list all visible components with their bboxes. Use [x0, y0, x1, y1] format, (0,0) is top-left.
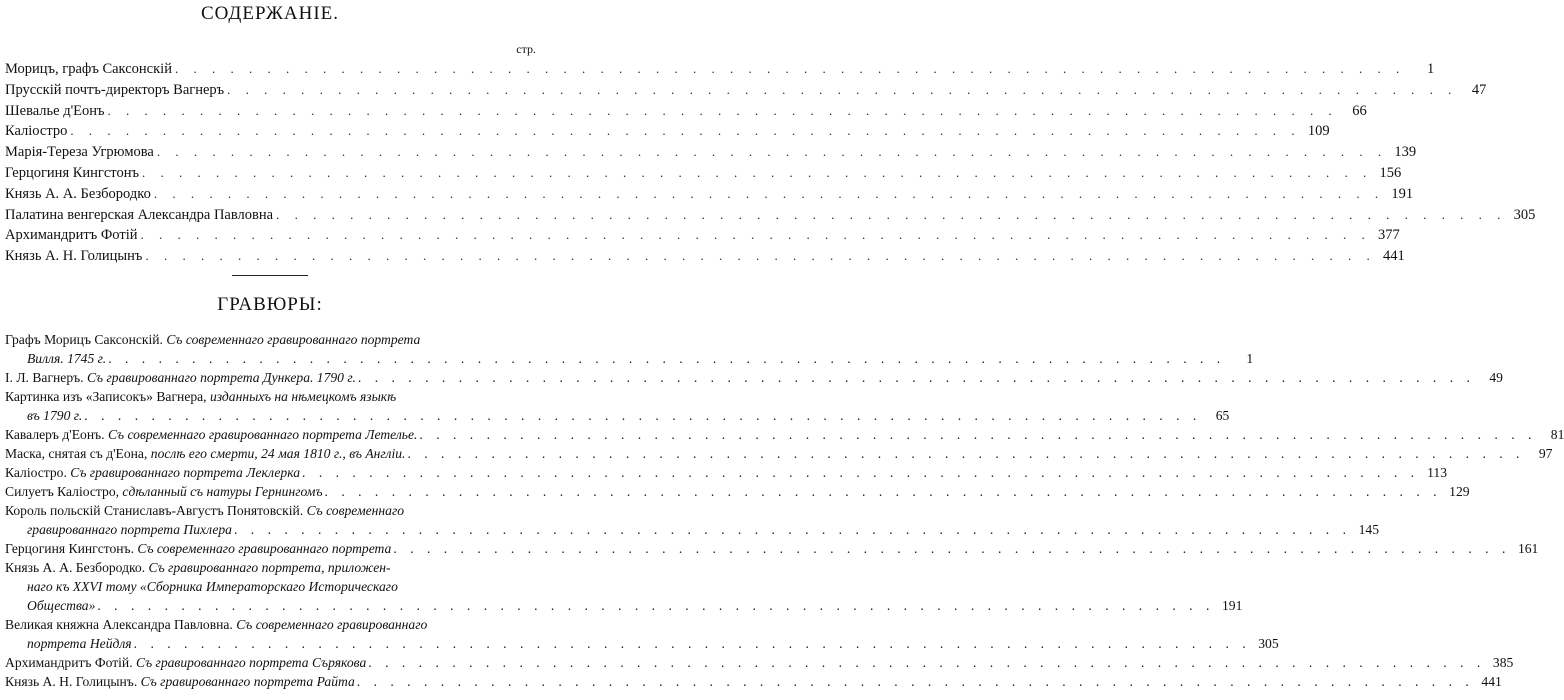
engraving-description: Съ современнаго гравированнаго портрета — [137, 541, 392, 556]
contents-item-page: 441 — [1382, 248, 1405, 265]
contents-item-title: Марія-Тереза Угрюмова — [5, 144, 154, 161]
engraving-page: 161 — [1517, 541, 1539, 556]
contents-item — [5, 164, 1402, 186]
contents-item — [5, 123, 1330, 144]
dot-leader: . . . . . . . . . . . . . . . . . . . . . . . . . . . . . . . . . . . . . . . . . . . . . . . . . . . . . . . . . . . . . . . . . . . — [276, 206, 1507, 222]
engraving-page: 49 — [1489, 370, 1503, 385]
dot-leader: . . . . . . . . . . . . . . . . . . . . . . . . . . . . . . . . . . . . . . . . . . . . . . . . . . . . . . . . . . . . . . . . . . . — [227, 81, 1458, 97]
engraving-entry — [5, 387, 1230, 425]
page-column-label: стр. — [516, 42, 536, 56]
contents-item — [5, 206, 1536, 228]
engraving-name: Калiостро. — [5, 465, 67, 480]
dot-leader: . . . . . . . . . . . . . . . . . . . . . . . . . . . . . . . . . . . . . . . . . . . . . . . . . . . . . . . . . . . . . . . . . . . — [407, 446, 1525, 461]
dot-leader: . . . . . . . . . . . . . . . . . . . . . . . . . . . . . . . . . . . . . . . . . . . . . . . . . . . . . . . . . . . . . . . . . . . — [324, 484, 1442, 499]
engraving-description: Съ современнаго гравированнаго портрета Летелье. — [107, 427, 418, 442]
engraving-description: Съ гравированнаго портрета Сърякова — [136, 655, 367, 670]
contents-item-title: Герцогиня Кингстонъ — [5, 164, 139, 181]
engraving-page: 145 — [1358, 522, 1379, 537]
engraving-entry — [5, 368, 1503, 387]
engraving-description: сдѣланный съ натуры Гернингомъ — [122, 484, 323, 499]
engraving-description: послѣ его смерти, 24 мая 1810 г., въ Англіи. — [150, 446, 406, 461]
engravings-list — [5, 330, 1564, 691]
engraving-page: 97 — [1538, 446, 1553, 461]
engraving-description-continued: Вилля. 1745 г. — [27, 351, 107, 366]
dot-leader: . . . . . . . . . . . . . . . . . . . . . . . . . . . . . . . . . . . . . . . . . . . . . . . . . . . . . . . . . . . . . . . . . . . — [140, 227, 1371, 243]
engraving-description: Съ гравированнаго портрета Дункера. 1790 г. — [86, 370, 356, 385]
contents-list — [5, 61, 1536, 269]
dot-leader: . . . . . . . . . . . . . . . . . . . . . . . . . . . . . . . . . . . . . . . . . . . . . . . . . . . . . . . . . . . . . . . . . . . — [357, 370, 1475, 385]
contents-item-title: Прусскій почтъ-директоръ Вагнеръ — [5, 81, 225, 98]
contents-item-title: Шевалье д'Еонъ — [5, 102, 105, 119]
dot-leader: . . . . . . . . . . . . . . . . . . . . . . . . . . . . . . . . . . . . . . . . . . . . . . . . . . . . . . . . . . . . . . . . . . . — [141, 164, 1373, 180]
dot-leader: . . . . . . . . . . . . . . . . . . . . . . . . . . . . . . . . . . . . . . . . . . . . . . . . . . . . . . . . . . . . . . . . . . . — [302, 465, 1420, 480]
engraving-description-continued: въ 1790 г. — [27, 408, 83, 423]
contents-item-title: Калiостро — [5, 123, 68, 140]
engraving-entry — [5, 444, 1553, 463]
dot-leader: . . . . . . . . . . . . . . . . . . . . . . . . . . . . . . . . . . . . . . . . . . . . . . . . . . . . . . . . . . . . . . . . . . . — [145, 248, 1376, 264]
contents-item — [5, 102, 1367, 124]
engraving-name: Графъ Морицъ Саксонскій. — [5, 332, 163, 347]
contents-item-title: Палатина венгерская Александра Павловна — [5, 206, 274, 223]
engraving-name: Князь А. А. Безбородко. — [5, 560, 146, 575]
engraving-page: 129 — [1449, 484, 1470, 499]
engraving-description: Съ гравированнаго портрета Райта — [140, 674, 355, 689]
engraving-description-continued: гравированнаго портрета Пихлера — [27, 522, 232, 537]
engraving-entry — [5, 539, 1539, 558]
contents-item-page: 156 — [1379, 164, 1402, 181]
contents-title: СОДЕРЖАНIЕ. — [200, 3, 340, 24]
dot-leader: . . . . . . . . . . . . . . . . . . . . . . . . . . . . . . . . . . . . . . . . . . . . . . . . . . . . . . . . . . . . . . . . . . . — [156, 144, 1388, 160]
contents-item-title: Архимандритъ Фотій — [5, 227, 138, 244]
dot-leader: . . . . . . . . . . . . . . . . . . . . . . . . . . . . . . . . . . . . . . . . . . . . . . . . . . . . . . . . . . . . . . . . . . . — [368, 655, 1486, 670]
contents-item-page: 191 — [1391, 185, 1414, 202]
dot-leader: . . . . . . . . . . . . . . . . . . . . . . . . . . . . . . . . . . . . . . . . . . . . . . . . . . . . . . . . . . . . . . . . . . . — [133, 636, 1251, 651]
engravings-title: ГРАВЮРЫ: — [217, 294, 323, 315]
engraving-name: Архимандритъ Фотій. — [5, 655, 133, 670]
section-divider — [232, 275, 308, 276]
engraving-description: Съ современнаго гравированнаго — [236, 617, 428, 632]
engraving-page: 441 — [1481, 674, 1502, 689]
contents-item-title: Князь А. Н. Голицынъ — [5, 248, 143, 265]
engraving-page: 65 — [1215, 408, 1230, 423]
contents-item — [5, 81, 1487, 103]
engraving-page: 191 — [1221, 598, 1243, 613]
dot-leader: . . . . . . . . . . . . . . . . . . . . . . . . . . . . . . . . . . . . . . . . . . . . . . . . . . . . . . . . . . . . . . . . . . . — [233, 522, 1351, 537]
engraving-page: 113 — [1427, 465, 1448, 480]
contents-item-page: 109 — [1307, 123, 1330, 140]
contents-item — [5, 144, 1417, 165]
engraving-description: Съ гравированнаго портрета Леклерка — [70, 465, 301, 480]
contents-item — [5, 248, 1405, 269]
engraving-entry — [5, 653, 1514, 672]
dot-leader: . . . . . . . . . . . . . . . . . . . . . . . . . . . . . . . . . . . . . . . . . . . . . . . . . . . . . . . . . . . . . . . . . . . — [153, 185, 1385, 201]
engraving-description: изданныхъ на нѣмецкомъ языкѣ — [210, 389, 397, 404]
engraving-name: Кавалеръ д'Еонъ. — [5, 427, 105, 442]
dot-leader: . . . . . . . . . . . . . . . . . . . . . . . . . . . . . . . . . . . . . . . . . . . . . . . . . . . . . . . . . . . . . . . . . . . — [174, 61, 1406, 76]
engraving-name: Силуетъ Калiостро, — [5, 484, 120, 499]
engraving-entry — [5, 501, 1379, 539]
contents-item-page: 47 — [1471, 81, 1487, 98]
engraving-page: 385 — [1492, 655, 1514, 670]
dot-leader: . . . . . . . . . . . . . . . . . . . . . . . . . . . . . . . . . . . . . . . . . . . . . . . . . . . . . . . . . . . . . . . . . . . — [84, 408, 1202, 423]
engraving-entry — [5, 672, 1502, 691]
engraving-entry — [5, 425, 1564, 444]
contents-item — [5, 227, 1400, 248]
contents-item — [5, 185, 1414, 207]
dot-leader: . . . . . . . . . . . . . . . . . . . . . . . . . . . . . . . . . . . . . . . . . . . . . . . . . . . . . . . . . . . . . . . . . . . — [108, 351, 1226, 366]
engraving-entry — [5, 463, 1448, 482]
contents-item-title: Князь А. А. Безбородко — [5, 185, 151, 202]
contents-item-page: 1 — [1426, 61, 1435, 77]
engraving-page: 81 — [1550, 427, 1564, 442]
engraving-entry — [5, 615, 1279, 653]
engraving-name: Маска, снятая съ д'Еона, — [5, 446, 148, 461]
engraving-description: Съ современнаго гравированнаго портрета — [166, 332, 421, 347]
engraving-description: Съ современнаго — [306, 503, 405, 518]
engraving-description-continued: Общества» — [27, 598, 96, 613]
engraving-page: 305 — [1258, 636, 1279, 651]
engraving-name: Великая княжна Александра Павловна. — [5, 617, 233, 632]
engraving-description-continued: портрета Нейдля — [27, 636, 132, 651]
dot-leader: . . . . . . . . . . . . . . . . . . . . . . . . . . . . . . . . . . . . . . . . . . . . . . . . . . . . . . . . . . . . . . . . . . . — [419, 427, 1537, 442]
engraving-page: 1 — [1246, 351, 1254, 366]
dot-leader: . . . . . . . . . . . . . . . . . . . . . . . . . . . . . . . . . . . . . . . . . . . . . . . . . . . . . . . . . . . . . . . . . . . — [97, 598, 1215, 613]
engraving-entry — [5, 558, 1243, 615]
contents-item-page: 139 — [1394, 144, 1417, 161]
engraving-entry — [5, 330, 1254, 368]
dot-leader: . . . . . . . . . . . . . . . . . . . . . . . . . . . . . . . . . . . . . . . . . . . . . . . . . . . . . . . . . . . . . . . . . . . — [393, 541, 1511, 556]
contents-item-page: 66 — [1352, 102, 1367, 119]
engraving-name: Князь А. Н. Голицынъ. — [5, 674, 138, 689]
engraving-entry — [5, 482, 1470, 501]
engraving-name: Король польскій Станиславъ-Августъ Понятовскій. — [5, 503, 304, 518]
contents-item — [5, 61, 1435, 82]
contents-item-title: Морицъ, графъ Саксонскій — [5, 61, 172, 77]
engraving-name: І. Л. Вагнеръ. — [5, 370, 84, 385]
dot-leader: . . . . . . . . . . . . . . . . . . . . . . . . . . . . . . . . . . . . . . . . . . . . . . . . . . . . . . . . . . . . . . . . . . . — [70, 123, 1301, 139]
engraving-description: Съ гравированнаго портрета, приложен- — [148, 560, 391, 575]
contents-item-page: 377 — [1378, 227, 1400, 244]
contents-item-page: 305 — [1513, 206, 1536, 223]
engraving-name: Картинка изъ «Записокъ» Вагнера, — [5, 389, 207, 404]
dot-leader: . . . . . . . . . . . . . . . . . . . . . . . . . . . . . . . . . . . . . . . . . . . . . . . . . . . . . . . . . . . . . . . . . . . — [107, 102, 1338, 118]
dot-leader: . . . . . . . . . . . . . . . . . . . . . . . . . . . . . . . . . . . . . . . . . . . . . . . . . . . . . . . . . . . . . . . . . . . — [356, 674, 1474, 689]
engraving-description-continued: наго къ XXVI тому «Сборника Императорскаго Историческаго — [27, 579, 398, 594]
engraving-name: Герцогиня Кингстонъ. — [5, 541, 134, 556]
